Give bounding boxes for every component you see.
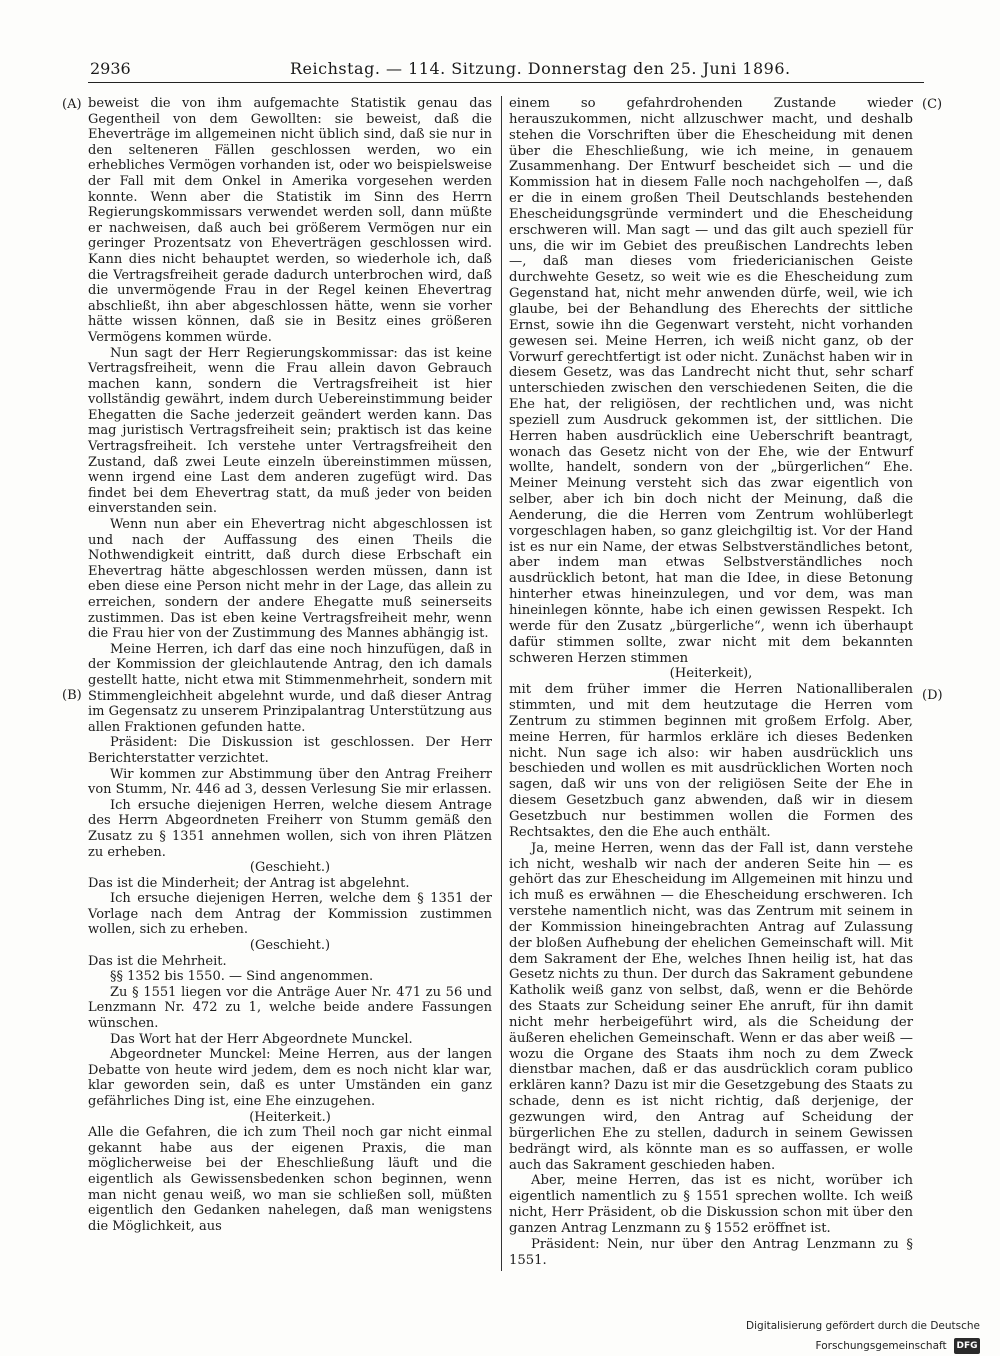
margin-marker-b: (B) bbox=[62, 688, 82, 703]
page-header bbox=[90, 57, 920, 81]
paragraph: mit dem früher immer die Herren Nationalliberalen stimmten, und mit dem heutzutage die Herren vom Zentrum zu stimmen beginnen mit großem Erfolg. Aber, meine Herren, für harmlos erkläre ich dieses Bedenken nicht. Nun sage ich also: wir haben ausdrücklich uns beschieden und wollen es mit ausdrücklichen Worten noch sagen, daß wir uns von der religiösen Seite der Ehe in diesem Gesetzbuch ganz abwenden, daß wir in diesem Gesetzbuch nur bestimmen wollen die Formen des Rechtsaktes, den die Ehe auch enthält. bbox=[509, 682, 913, 840]
running-title: Reichstag. — 114. Sitzung. Donnerstag den 25. Juni 1896. bbox=[290, 59, 791, 78]
paragraph: Präsident: Nein, nur über den Antrag Lenzmann zu § 1551. bbox=[509, 1236, 913, 1268]
paragraph: Das ist die Minderheit; der Antrag ist abgelehnt. bbox=[88, 875, 410, 891]
paragraph: §§ 1352 bis 1550. — Sind angenommen. bbox=[110, 969, 374, 985]
paragraph: Wir kommen zur Abstimmung über den Antrag Freiherr von Stumm, Nr. 446 ad 3, dessen Verlesung Sie mir erlassen. bbox=[88, 766, 492, 798]
paragraph: Ich ersuche diejenigen Herren, welche dem § 1351 der Vorlage nach dem Antrag der Kommission zustimmen wollen, sich zu erheben. bbox=[88, 891, 492, 938]
paragraph: Nun sagt der Herr Regierungskommissar: das ist keine Vertragsfreiheit, wenn die Frau allein davon Gebrauch machen kann, sondern die Vertragsfreiheit ist hier vollständig gewährt, indem durch Uebereinstimmung beider Ehegatten die Sache jederzeit geändert werden kann. Das mag juristisch Vertragsfreiheit sein; praktisch ist das keine Vertragsfreiheit. Ich verstehe unter Vertragsfreiheit den Zustand, daß zwei Leute einzeln übereinstimmen müssen, wenn irgend eine Last dem anderen zugefügt wird. Das findet bei dem Ehevertrag statt, da muß jeder von beiden einverstanden sein. bbox=[88, 345, 492, 517]
margin-marker-c: (C) bbox=[922, 97, 943, 112]
paragraph: Aber, meine Herren, das ist es nicht, worüber ich eigentlich namentlich zu § 1551 sprechen wollte. Ich weiß nicht, Herr Präsident, ob die Diskussion schon mit über den ganzen Antrag Lenzmann zu § 1552 eröffnet ist. bbox=[509, 1173, 913, 1236]
paragraph: (Heiterkeit.) bbox=[249, 1109, 331, 1125]
left-column bbox=[88, 96, 492, 1234]
margin-marker-a: (A) bbox=[62, 97, 82, 112]
paragraph: Alle die Gefahren, die ich zum Theil noch gar nicht einmal gekannt habe aus der eigenen Praxis, die man möglicherweise bei der Eheschließung läuft und die eigentlich als Gewissensbedenken schon beginnen, wenn man nicht genau weiß, wo man sie schließen soll, müßten eigentlich den Gedanken nahelegen, daß man wenigstens die Möglichkeit, aus bbox=[88, 1125, 492, 1234]
header-rule bbox=[88, 82, 924, 83]
paragraph: (Geschieht.) bbox=[249, 938, 331, 954]
margin-marker-d: (D) bbox=[922, 688, 943, 703]
paragraph: beweist die von ihm aufgemachte Statistik genau das Gegentheil von dem Gewollten: sie beweist, daß die Eheverträge im allgemeinen nicht üblich sind, daß sie nur in den selteneren Fällen geschlossen werden, wo ein erhebliches Vermögen vorhanden ist, oder wo beispielsweise der Fall mit dem Onkel in Amerika vorgesehen werden konnte. Wenn aber die Statistik im Sinn des Herrn Regierungskommissars verwendet werden soll, dann müßte er nachweisen, daß auch bei größerem Vermögen nur ein geringer Prozentsatz von Eheverträgen geschlossen wird. Kann dies nicht behauptet werden, so wiederhole ich, daß die Vertragsfreiheit gerade dadurch unterbrochen wird, daß die unvermögende Frau in der Regel keinen Ehevertrag abschließt, ihn aber abgeschlossen hätte, wenn sie vorher hätte wissen können, daß sie in Besitz eines größeren Vermögens kommen würde. bbox=[88, 96, 492, 345]
paragraph: Abgeordneter Munckel: Meine Herren, aus der langen Debatte von heute wird jedem, dem es noch nicht klar war, klar geworden sein, daß es unter Umständen ein ganz gefährliches Ding ist, eine Ehe einzugehen. bbox=[88, 1047, 492, 1109]
paragraph: (Geschieht.) bbox=[249, 860, 331, 876]
page-number: 2936 bbox=[90, 59, 131, 78]
column-divider bbox=[501, 96, 502, 1271]
footer-credit bbox=[612, 1316, 980, 1352]
footer-text: Digitalisierung gefördert durch die Deutsche Forschungsgemeinschaft bbox=[746, 1320, 980, 1352]
paragraph: (Heiterkeit), bbox=[669, 666, 753, 682]
paragraph: Das ist die Mehrheit. bbox=[88, 953, 227, 969]
paragraph: Präsident: Die Diskussion ist geschlossen. Der Herr Berichterstatter verzichtet. bbox=[88, 735, 492, 766]
paragraph: Wenn nun aber ein Ehevertrag nicht abgeschlossen ist und nach der Auffassung des einen Theils die Nothwendigkeit eintritt, daß durch diese Erbschaft ein Ehevertrag hätte abgeschlossen werden müssen, dann ist eben diese eine Person nicht mehr in der Lage, das allein zu erreichen, sondern der andere Ehegatte muß seinerseits zustimmen. Das ist eben keine Vertragsfreiheit mehr, wenn die Frau hier von der Zustimmung des Mannes abhängig ist. bbox=[88, 517, 492, 642]
dfg-logo: DFG bbox=[954, 1338, 980, 1354]
paragraph: Das Wort hat der Herr Abgeordnete Munckel. bbox=[110, 1031, 413, 1047]
paragraph: Zu § 1551 liegen vor die Anträge Auer Nr. 471 zu 56 und Lenzmann Nr. 472 zu 1, welche beide andere Fassungen wünschen. bbox=[88, 984, 492, 1032]
paragraph: Ich ersuche diejenigen Herren, welche diesem Antrage des Herrn Abgeordneten Freiherr von Stumm gemäß den Zusatz zu § 1351 annehmen wollen, sich von ihren Plätzen zu erheben. bbox=[88, 797, 492, 860]
right-column bbox=[509, 96, 913, 1268]
paragraph: Meine Herren, ich darf das eine noch hinzufügen, daß in der Kommission der gleichlautende Antrag, den ich damals gestellt hatte, nicht etwa mit Stimmenmehrheit, sondern mit Stimmengleichheit abgelehnt wurde, und daß dieser Antrag im Gegensatz zu unserem Prinzipalantrag Unterstützung aus allen Fraktionen gefunden hatte. bbox=[88, 641, 492, 735]
paragraph: Ja, meine Herren, wenn das der Fall ist, dann verstehe ich nicht, weshalb wir nach der anderen Seite hin — es gehört das zur Ehescheidung im Allgemeinen mit hinzu und ich muß es erwähnen — die Ehescheidung erschweren. Ich verstehe namentlich nicht, was das Zentrum mit seinem in der Kommission hineingebrachten Antrag auf Zulassung der bloßen Aufhebung der ehelichen Gemeinschaft will. Mit dem Sakrament der Ehe, welches Ihnen heilig ist, hat das Gesetz nichts zu thun. Der durch das Sakrament gebundene Katholik weiß ganz von selbst, daß, wenn er die Behörde des Staats zur Scheidung seiner Ehe anruft, für ihn damit nicht mehr herbeigeführt wird, als die Scheidung der äußeren ehelichen Gemeinschaft. Wenn er das aber weiß — wozu die Organe des Staats ihm noch zu dem Zweck dienstbar machen, daß er das ausdrücklich coram publico erklären kann? Dazu ist mir die Gesetzgebung des Staats zu schade, denn es ist nicht richtig, daß derjenige, der gezwungen wird, den Antrag auf Scheidung der bürgerlichen Ehe zu stellen, dadurch in seinem Gewissen bedrängt wird, als könnte man es so auffassen, er wolle auch das Sakrament geschieden haben. bbox=[509, 840, 914, 1173]
paragraph: einem so gefahrdrohenden Zustande wieder herauszukommen, nicht allzuschwer macht, und deshalb stehen die Vorschriften über die Ehescheidung mit denen über die Eheschließung, wie ich meine, in genauem Zusammenhang. Der Entwurf bescheidet sich — und die Kommission hat in diesem Falle noch nachgeholfen —, daß er die in einem großen Theil Deutschlands bestehenden Ehescheidungsgründe vermindert und die Ehescheidung erschweren will. Man sagt — und das gilt auch speziell für uns, die wir im Gebiet des preußischen Landrechts leben —, daß man dieses vom friedericianischen Geiste durchwehte Gesetz, so weit wie es die Ehescheidung zum Gegenstand hat, nicht mehr anwenden dürfe, weil, wie ich glaube, bei der Behandlung des Eherechts der sittliche Ernst, sowie ihn die Gegenwart versteht, nicht vorhanden gewesen sei. Meine Herren, ich weiß nicht ganz, ob der Vorwurf gerechtfertigt ist oder nicht. Zunächst haben wir in diesem Gesetz, was das Landrecht nicht thut, sehr scharf unterschieden zwischen den verschiedenen Seiten, die die Ehe hat, der religiösen, der rechtlichen und, was nicht speziell zum Ausdruck gekommen ist, der sittlichen. Die Herren haben ausdrücklich eine Ueberschrift beantragt, wonach das Gesetz nicht von der Ehe, wie der Entwurf wollte, handelt, sondern von der „bürgerlichen“ Ehe. Meiner Meinung versteht sich das zwar eigentlich von selber, aber ich bin doch nicht der Meinung, daß die Aenderung, die die Herren vom Zentrum wohlüberlegt vorgeschlagen haben, so ganz gleichgiltig ist. Vor der Hand ist es nur ein Name, der etwas Selbstverständliches betont, aber indem man etwas Selbstverständliches noch ausdrücklich betont, hat man die Idee, in diese Betonung hinterher etwas hineinzulegen, und vor dem, was man hineinlegen könnte, habe ich einen gewissen Respekt. Ich werde für den Zusatz „bürgerliche“, wenn ich überhaupt dafür stimmen sollte, zwar nicht mit dem bekannten schweren Herzen stimmen bbox=[509, 96, 913, 666]
